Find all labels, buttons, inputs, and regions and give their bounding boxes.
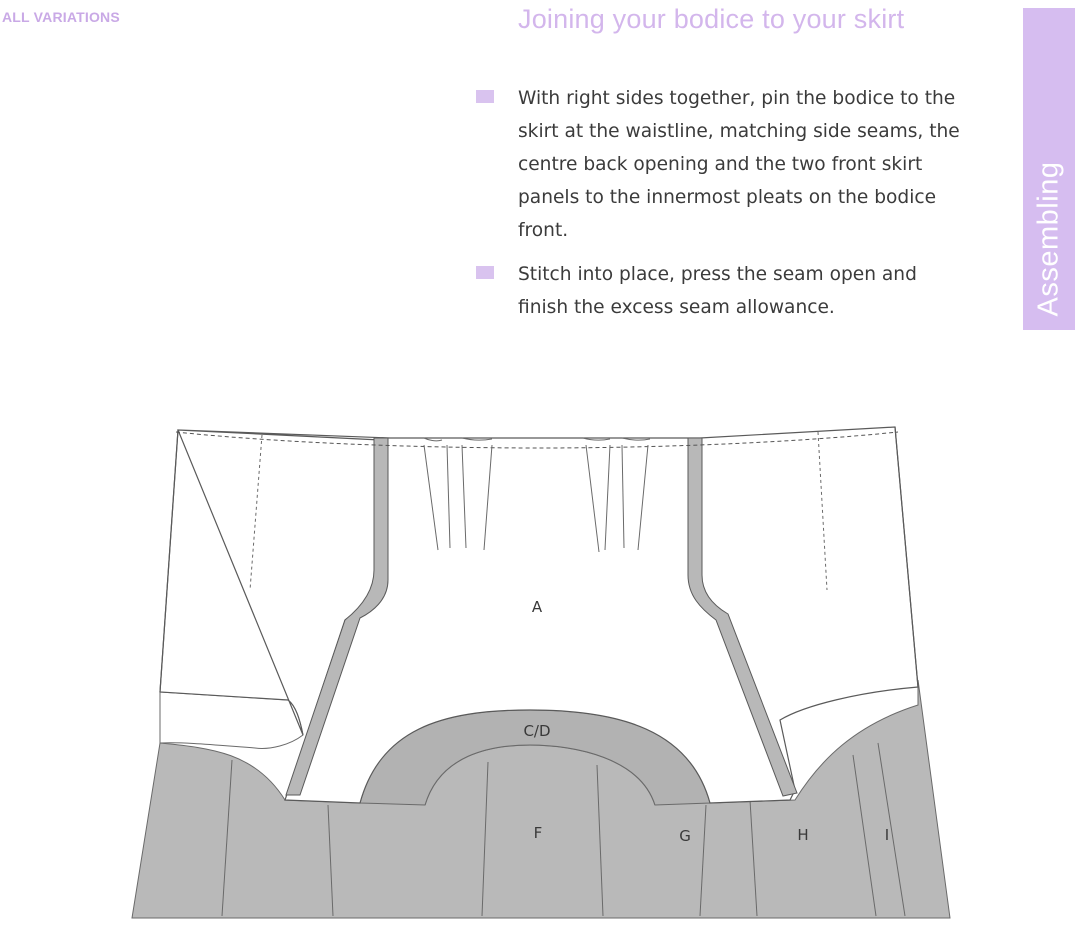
piece-label-cd: C/D xyxy=(523,722,551,740)
left-skirt-upper xyxy=(160,692,303,748)
page-title: Joining your bodice to your skirt xyxy=(518,4,905,34)
instruction-text: Stitch into place, press the seam open and finish the excess seam allowance. xyxy=(518,264,917,318)
chapter-tab-label: Assembling xyxy=(1032,161,1065,317)
instruction-text: With right sides together, pin the bodice to the skirt at the waistline, matching side seams, the centre back opening and the two front skirt panels to the innermost pleats on the bodice front. xyxy=(518,88,960,241)
piece-label-f: F xyxy=(533,824,543,842)
piece-label-i: I xyxy=(884,826,890,844)
section-label: ALL VARIATIONS xyxy=(2,9,120,25)
piece-label-a: A xyxy=(531,598,543,616)
piece-label-g: G xyxy=(679,827,691,845)
piece-label-h: H xyxy=(797,826,809,844)
